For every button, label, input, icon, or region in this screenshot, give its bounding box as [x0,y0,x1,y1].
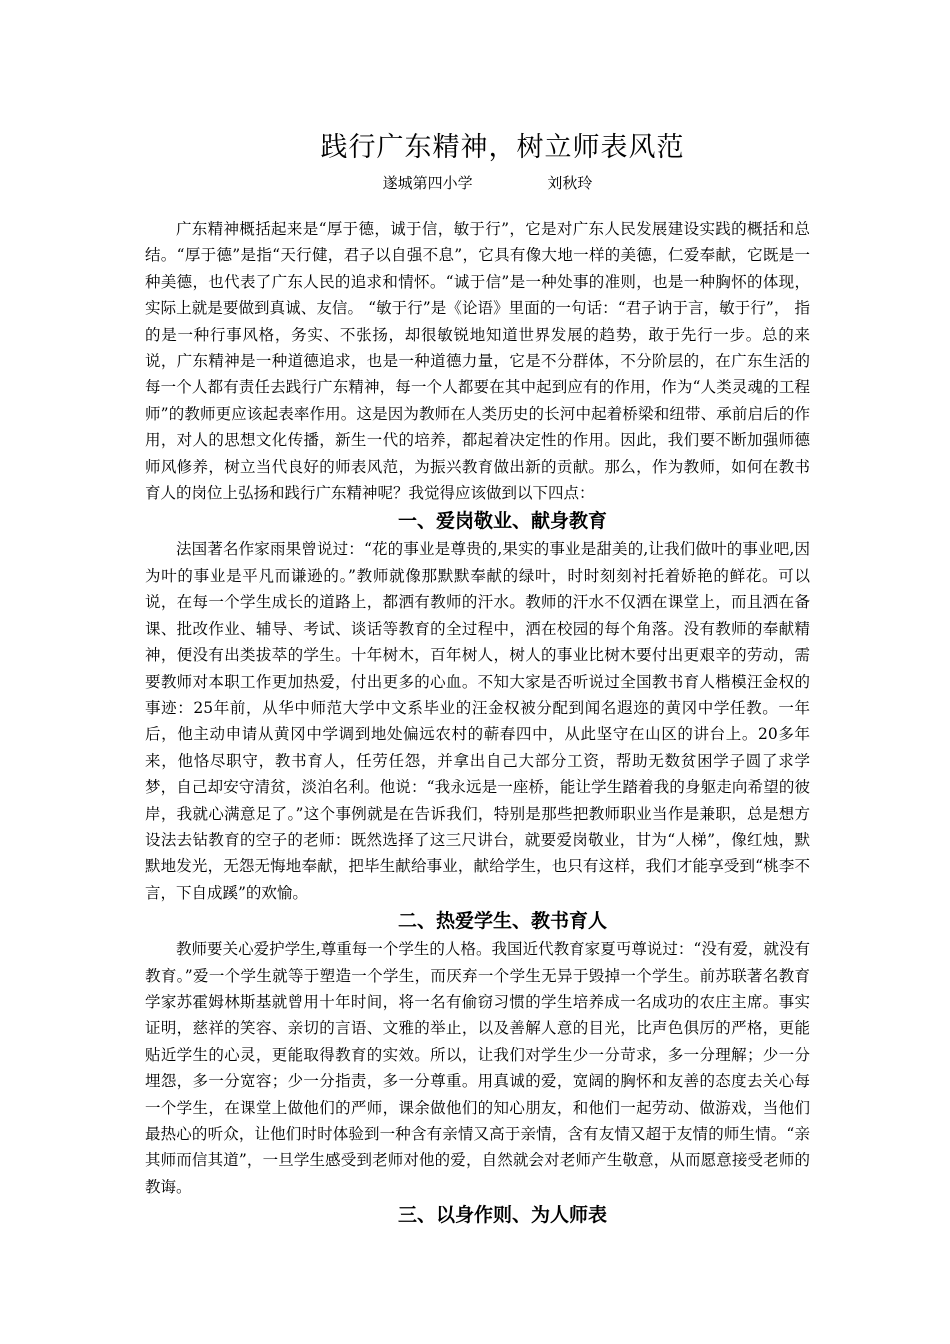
section-heading-2: 二、热爱学生、教书育人 [397,910,607,933]
section-heading-3: 三、以身作则、为人师表 [397,1204,607,1227]
section-body-2: 教师要关心爱护学生,尊重每一个学生的人格。我国近代教育家夏丏尊说过：“没有爱，就没有教育。”爱一个学生就等于塑造一个学生，而厌弃一个学生无异于毁掉一个学生。前苏联著名教育学家苏霍姆林斯基就曾用十年时间，将一名有偷窃习惯的学生培养成一名成功的农庄主席。事实证明，慈祥的笑容、亲切的言语、文雅的举止，以及善解人意的目光，比声色俱厉的严格，更能贴近学生的心灵，更能取得教育的实效。所以，让我们对学生少一分苛求，多一分理解；少一分埋怨，多一分宽容；少一分指责，多一分尊重。用真诚的爱，宽阔的胸怀和友善的态度去关心每一个学生，在课堂上做他们的严师，课余做他们的知心朋友，和他们一起劳动、做游戏，当他们最热心的听众，让他们时时体验到一种含有亲情又高于亲情，含有友情又超于友情的师生情。“亲其师而信其道”，一旦学生感受到老师对他的爱，自然就会对老师产生敬意，从而愿意接受老师的教诲。 [145,940,810,1196]
document-title: 践行广东精神，树立师表风范 [320,132,685,163]
school-name: 遂城第四小学 [382,174,473,192]
intro-paragraph: 广东精神概括起来是“厚于德，诚于信，敏于行”，它是对广东人民发展建设实践的概括和总结。“厚于德”是指“天行健，君子以自强不息”，它具有像大地一样的美德，仁爱奉献，它既是一种美德，也代表了广东人民的追求和情怀。“诚于信”是一种处事的准则，也是一种胸怀的体现，实际上就是要做到真诚、友信。 “敏于行”是《论语》里面的一句话：“君子讷于言，敏于行”， 指的是一种行事风格，务实、不张扬，却很敏锐地知道世界发展的趋势，敢于先行一步。总的来说，广东精神是一种道德追求，也是一种道德力量，它是不分群体，不分阶层的，在广东生活的每一个人都有责任去践行广东精神，每一个人都要在其中起到应有的作用，作为“人类灵魂的工程师”的教师更应该起表率作用。这是因为教师在人类历史的长河中起着桥梁和纽带、承前启后的作用，对人的思想文化传播，新生一代的培养，都起着决定性的作用。因此，我们要不断加强师德师风修养，树立当代良好的师表风范，为振兴教育做出新的贡献。那么，作为教师，如何在教书育人的岗位上弘扬和践行广东精神呢？我觉得应该做到以下四点： [145,220,810,503]
document-page [145,128,810,1230]
author-name: 刘秋玲 [547,174,593,192]
section-heading-1: 一、爱岗敬业、献身教育 [397,510,607,533]
section-body-1: 法国著名作家雨果曾说过：“花的事业是尊贵的,果实的事业是甜美的,让我们做叶的事业吧,因为叶的事业是平凡而谦逊的。”教师就像那默默奉献的绿叶，时时刻刻衬托着娇艳的鲜花。可以说，在每一个学生成长的道路上，都洒有教师的汗水。教师的汗水不仅洒在课堂上，而且洒在备课、批改作业、辅导、考试、谈话等教育的全过程中，洒在校园的每个角落。没有教师的奉献精神，便没有出类拔萃的学生。十年树木，百年树人，树人的事业比树木要付出更艰辛的劳动，需要教师对本职工作更加热爱，付出更多的心血。不知大家是否听说过全国教书育人楷模汪金权的事迹：25年前，从华中师范大学中文系毕业的汪金权被分配到闻名遐迩的黄冈中学任教。一年后，他主动申请从黄冈中学调到地处偏远农村的蕲春四中，从此坚守在山区的讲台上。20多年来，他恪尽职守，教书育人，任劳任怨，并拿出自己大部分工资，帮助无数贫困学子圆了求学梦，自己却安守清贫，淡泊名利。他说：“我永远是一座桥，能让学生踏着我的身躯走向希望的彼岸，我就心满意足了。”这个事例就是在告诉我们，特别是那些把教师职业当作是兼职，总是想方设法去钻教育的空子的老师：既然选择了这三尺讲台，就要爱岗敬业，甘为“人梯”，像红烛，默默地发光，无怨无悔地奉献，把毕生献给事业，献给学生，也只有这样，我们才能享受到“桃李不言，下自成蹊”的欢愉。 [145,540,810,902]
byline [145,172,810,194]
